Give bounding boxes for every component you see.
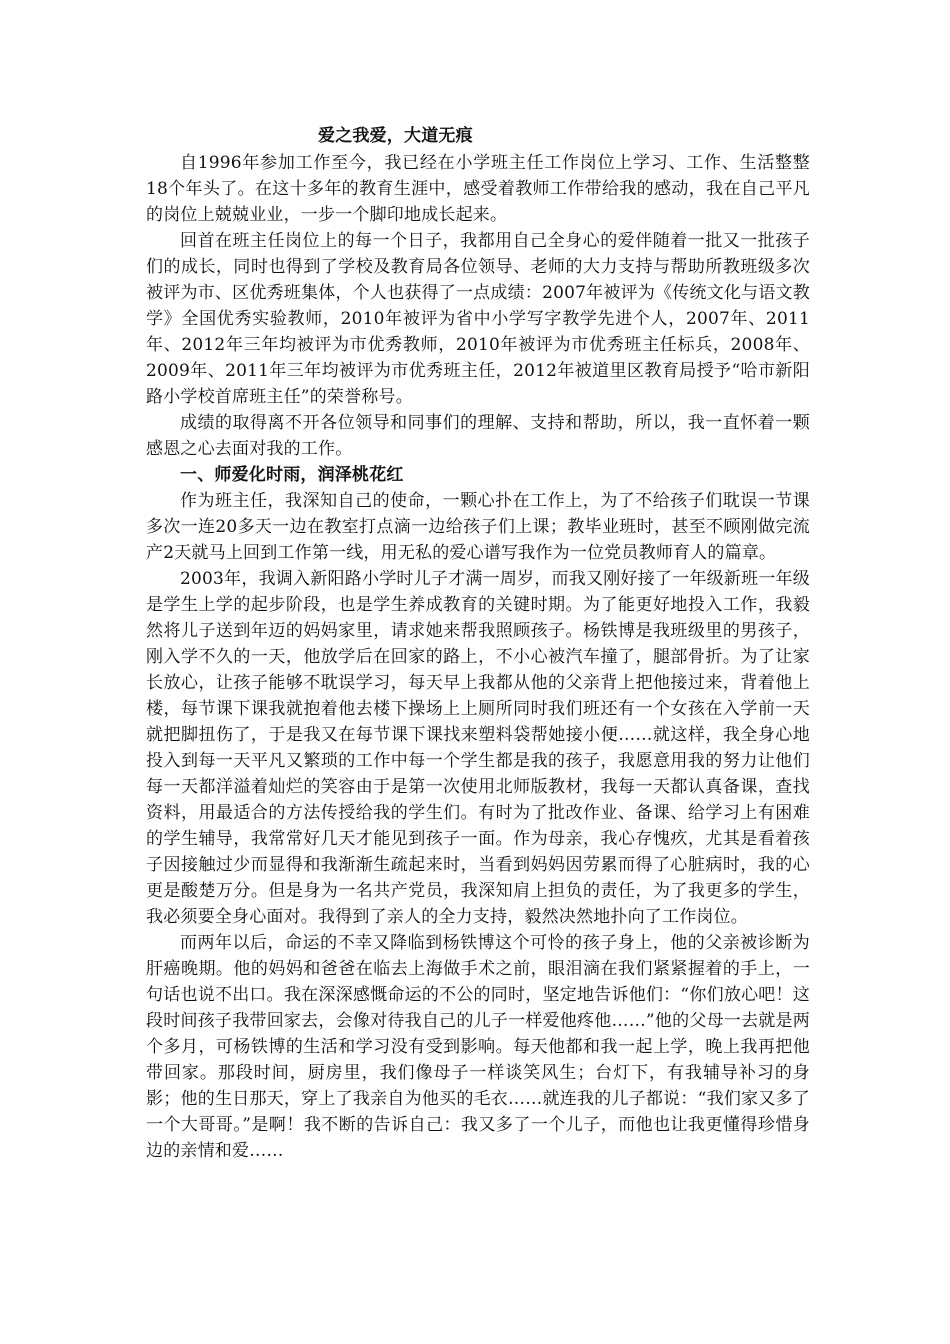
paragraph: 成绩的取得离不开各位领导和同事们的理解、支持和帮助，所以，我一直怀着一颗感恩之心去面对我的工作。 — [146, 413, 810, 459]
section-heading: 一、师爱化时雨，润泽桃花红 — [180, 465, 404, 485]
paragraph: 而两年以后，命运的不幸又降临到杨铁博这个可怜的孩子身上，他的父亲被诊断为肝癌晚期。他的妈妈和爸爸在临去上海做手术之前，眼泪滴在我们紧紧握着的手上，一句话也说不出口。我在深深感慨命运的不公的同时，坚定地告诉他们：“你们放心吧！这段时间孩子我带回家去，会像对待我自己的儿子一样爱他疼他……”他的父母一去就是两个多月，可杨铁博的生活和学习没有受到影响。每天他都和我一起上学，晚上我再把他带回家。那段时间，厨房里，我们像母子一样谈笑风生；台灯下，有我辅导补习的身影；他的生日那天，穿上了我亲自为他买的毛衣……就连我的儿子都说：“我们家又多了一个大哥哥。”是啊！我不断的告诉自己：我又多了一个儿子，而他也让我更懂得珍惜身边的亲情和爱…… — [146, 933, 810, 1161]
document-body — [146, 122, 810, 1164]
paragraph: 作为班主任，我深知自己的使命，一颗心扑在工作上，为了不给孩子们耽误一节课多次一连20多天一边在教室打点滴一边给孩子们上课；教毕业班时，甚至不顾刚做完流产2天就马上回到工作第一线，用无私的爱心谱写我作为一位党员教师育人的篇章。 — [146, 491, 810, 563]
document-title: 爱之我爱，大道无痕 — [318, 126, 473, 146]
paragraph: 回首在班主任岗位上的每一个日子，我都用自己全身心的爱伴随着一批又一批孩子们的成长，同时也得到了学校及教育局各位领导、老师的大力支持与帮助所教班级多次被评为市、区优秀班集体，个人也获得了一点成绩：2007年被评为《传统文化与语文教学》全国优秀实验教师，2010年被评为省中小学写字教学先进个人，2007年、2011年、2012年三年均被评为市优秀教师，2010年被评为市优秀班主任标兵，2008年、2009年、2011年三年均被评为市优秀班主任，2012年被道里区教育局授予“哈市新阳路小学校首席班主任”的荣誉称号。 — [146, 231, 810, 407]
paragraph: 自1996年参加工作至今，我已经在小学班主任工作岗位上学习、工作、生活整整18个年头了。在这十多年的教育生涯中，感受着教师工作带给我的感动，我在自己平凡的岗位上兢兢业业，一步一个脚印地成长起来。 — [146, 153, 810, 225]
paragraph: 2003年，我调入新阳路小学时儿子才满一周岁，而我又刚好接了一年级新班一年级是学生上学的起步阶段，也是学生养成教育的关键时期。为了能更好地投入工作，我毅然将儿子送到年迈的妈妈家里，请求她来帮我照顾孩子。杨铁博是我班级里的男孩子，刚入学不久的一天，他放学后在回家的路上，不小心被汽车撞了，腿部骨折。为了让家长放心，让孩子能够不耽误学习，每天早上我都从他的父亲背上把他接过来，背着他上楼，每节课下课我就抱着他去楼下操场上上厕所同时我们班还有一个女孩在入学前一天就把脚扭伤了，于是我又在每节课下课找来塑料袋帮她接小便……就这样，我全身心地投入到每一天平凡又繁琐的工作中每一个学生都是我的孩子，我愿意用我的努力让他们每一天都洋溢着灿烂的笑容由于是第一次使用北师版教材，我每一天都认真备课，查找资料，用最适合的方法传授给我的学生们。有时为了批改作业、备课、给学习上有困难的学生辅导，我常常好几天才能见到孩子一面。作为母亲，我心存愧疚，尤其是看着孩子因接触过少而显得和我渐渐生疏起来时，当看到妈妈因劳累而得了心脏病时，我的心更是酸楚万分。但是身为一名共产党员，我深知肩上担负的责任，为了我更多的学生，我必须要全身心面对。我得到了亲人的全力支持，毅然决然地扑向了工作岗位。 — [146, 569, 810, 927]
